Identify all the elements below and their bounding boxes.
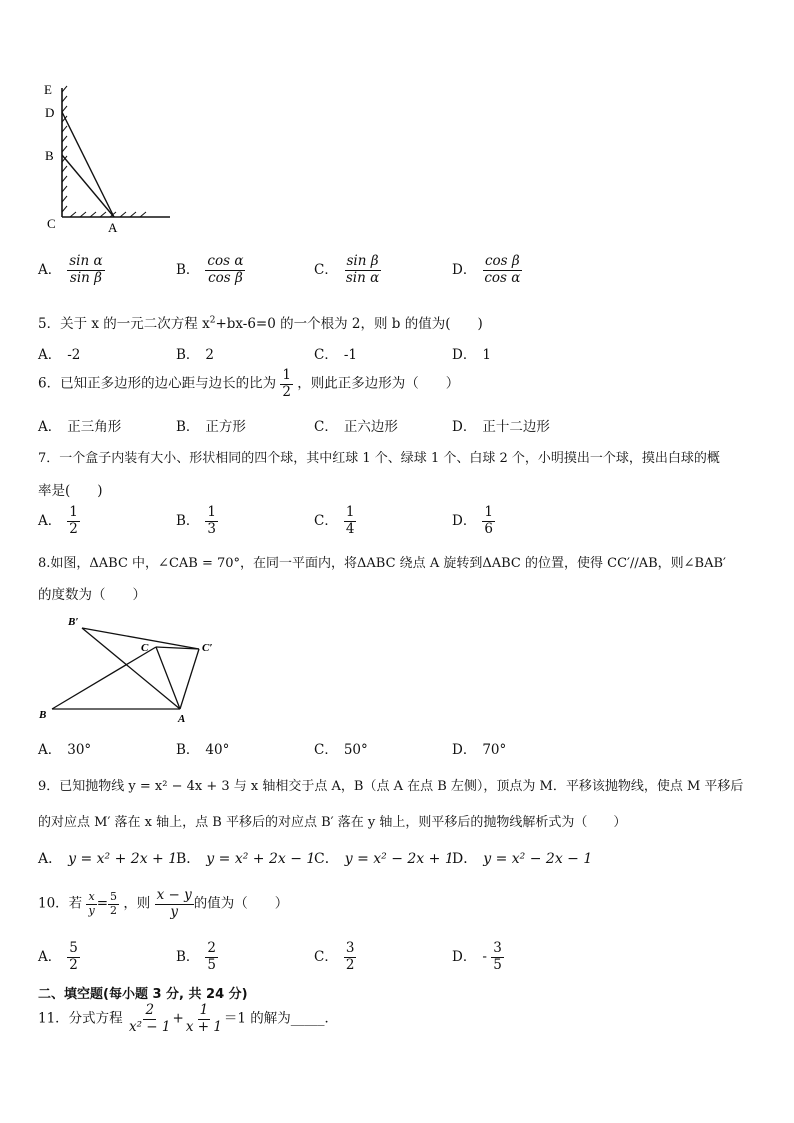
q6-stem: 6．已知正多边形的边心距与边长的比为 $\frac{1}{2}$ ，则此正多边形为（ ） — [38, 367, 460, 400]
q6-option-c: C． 正六边形 — [314, 419, 398, 435]
q10-option-a: A． $\frac{5}{2}$ — [38, 940, 78, 973]
q6-option-a: A． 正三角形 — [38, 419, 122, 435]
q10-frac-x-over-y: $\frac{x}{y}$ — [88, 889, 95, 917]
q9-option-b: B． y = x² + 2x − 1 — [176, 851, 316, 867]
q6-ratio-frac: $\frac{1}{2}$ — [282, 367, 291, 400]
q9-option-a: A． y = x² + 2x + 1 — [38, 851, 178, 867]
q10-frac-xminusy-over-y: $\frac{x - y}{y}$ — [156, 887, 192, 920]
q7-option-b: B． $\frac{1}{3}$ — [176, 504, 217, 537]
q4-option-b: B． $\frac{\text{cos α}}{\text{cos β}}$ — [176, 253, 244, 286]
q4-option-a-frac: $\frac{\text{sin α}}{\text{sin β}}$ — [69, 253, 103, 286]
fig8-label-b: B — [39, 709, 47, 721]
q9-option-c: C． y = x² − 2x + 1 — [314, 851, 454, 867]
q8-option-b: B． 40° — [176, 742, 230, 758]
fig8-label-cprime: C′ — [202, 642, 213, 654]
q8-figure — [36, 612, 226, 727]
q4-option-d-frac: $\frac{\text{cos β}}{\text{cos α}}$ — [484, 253, 521, 286]
fig4-label-e: E — [44, 82, 52, 97]
q6-option-d: D． 正十二边形 — [452, 419, 550, 435]
q4-option-c: C． $\frac{\text{sin β}}{\text{sin α}}$ — [314, 253, 380, 286]
q8-option-a: A． 30° — [38, 742, 92, 758]
q5-option-c: C． -1 — [314, 347, 357, 363]
q10-frac-5-over-2: $\frac{5}{2}$ — [110, 889, 118, 917]
q10-option-d: D． - $\frac{3}{5}$ — [452, 940, 502, 973]
fig8-label-bprime: B′ — [68, 616, 79, 628]
q11-frac-1: $\frac{2}{\text{x² − 1}}$ — [128, 1002, 171, 1035]
q4-option-d: D． $\frac{\text{cos β}}{\text{cos α}}$ — [452, 253, 521, 286]
q5-option-a: A． -2 — [38, 347, 81, 363]
q7-option-d: D． $\frac{1}{6}$ — [452, 504, 493, 537]
q10-option-b: B． $\frac{2}{5}$ — [176, 940, 217, 973]
q9-option-d: D． y = x² − 2x − 1 — [452, 851, 593, 867]
section-2-title: 二、填空题(每小题 3 分, 共 24 分) — [38, 987, 248, 1002]
q5-stem: 5．关于 x 的一元二次方程 $x^2+bx-6=0$ 的一个根为 2，则 b 的值为( ) — [38, 315, 483, 332]
q9-stem-line2: 的对应点 M′ 落在 x 轴上，点 B 平移后的对应点 B′ 落在 y 轴上，则平移后的抛物线解析式为（ ） — [38, 815, 627, 830]
q11-frac-2: $\frac{1}{x + 1}$ — [185, 1002, 222, 1035]
q6-option-b: B． 正方形 — [176, 419, 246, 435]
q9-stem-line1: 9．已知抛物线 y = x² − 4x + 3 与 x 轴相交于点 A，B（点 A 在点 B 左侧），顶点为 M．平移该抛物线，使点 M 平移后 — [38, 779, 744, 794]
q10-stem: 10．若 $\frac{x}{y}$ = $\frac{5}{2}$ ，则 $\frac{x - y}{y}$ 的值为（ ） — [38, 887, 289, 920]
fig4-label-c: C — [47, 216, 56, 231]
q5-option-d: D． 1 — [452, 347, 491, 363]
fig8-label-c: C — [141, 642, 149, 654]
q8-stem-line2: 的度数为（ ） — [38, 587, 146, 603]
q7-stem-line2: 率是( ) — [38, 483, 103, 499]
q4-option-c-frac: $\frac{\text{sin β}}{\text{sin α}}$ — [345, 253, 380, 286]
q4-figure — [40, 82, 180, 237]
q11-stem: 11．分式方程 $\frac{2}{\text{x² − 1}}$ + $\frac{1}{x + 1}$ ＝1 的解为_____． — [38, 1002, 339, 1035]
q7-option-c: C． $\frac{1}{4}$ — [314, 504, 355, 537]
q4-option-b-frac: $\frac{\text{cos α}}{\text{cos β}}$ — [207, 253, 244, 286]
fig8-label-a: A — [178, 713, 186, 725]
q8-option-d: D． 70° — [452, 742, 507, 758]
fig4-label-b: B — [45, 148, 54, 163]
q7-stem-line1: 7．一个盒子内装有大小、形状相同的四个球，其中红球 1 个、绿球 1 个、白球 2 个，小明摸出一个球，摸出白球的概 — [38, 451, 720, 466]
q5-option-b: B． 2 — [176, 347, 215, 363]
fig4-label-d: D — [45, 105, 55, 120]
q10-option-c: C． $\frac{3}{2}$ — [314, 940, 355, 973]
q7-option-a: A． $\frac{1}{2}$ — [38, 504, 78, 537]
fig4-label-a: A — [108, 220, 118, 235]
q8-stem-line1: 8.如图，ΔABC 中，∠CAB = 70°，在同一平面内，将ΔABC 绕点 A 旋转到ΔABC 的位置，使得 CC′//AB，则∠BAB′ — [38, 556, 727, 571]
q8-option-c: C． 50° — [314, 742, 368, 758]
q4-option-a: A． $\frac{\text{sin α}}{\text{sin β}}$ — [38, 253, 103, 286]
